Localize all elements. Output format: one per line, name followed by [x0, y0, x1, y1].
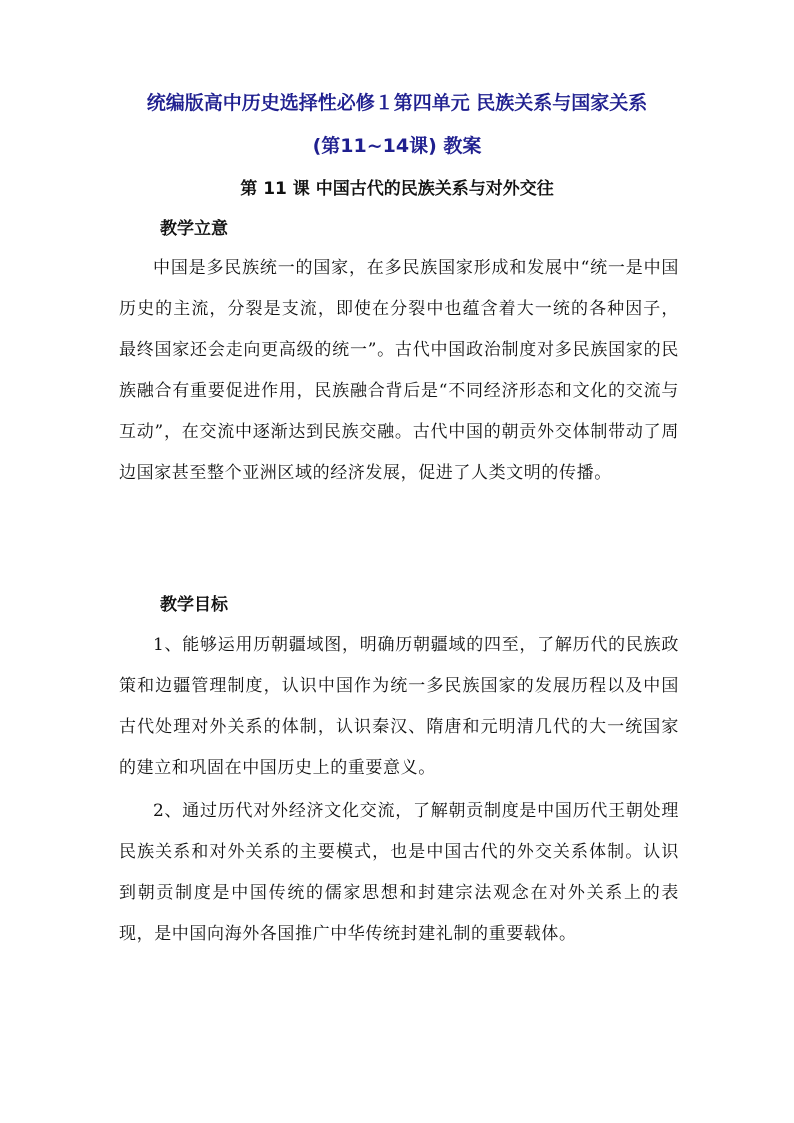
lesson-title: 第 11 课 中国古代的民族关系与对外交往: [240, 179, 554, 199]
paragraph-objective-2: 2、通过历代对外经济文化交流，了解朝贡制度是中国历代王朝处理民族关系和对外关系的主要模式，也是中国古代的外交关系体制。认识到朝贡制度是中国传统的儒家思想和封建宗法观念在对外关系上的表现，是中国向海外各国推广中华传统封建礼制的重要载体。: [119, 801, 679, 944]
document-title-line-1: 统编版高中历史选择性必修１第四单元 民族关系与国家关系: [146, 92, 648, 114]
document-title-line-2: (第11~14课) 教案: [312, 135, 482, 157]
paragraph-objective-1: 1、能够运用历朝疆域图，明确历朝疆域的四至，了解历代的民族政策和边疆管理制度，认识中国作为统一多民族国家的发展历程以及中国古代处理对外关系的体制，认识秦汉、隋唐和元明清几代的大一统国家的建立和巩固在中国历史上的重要意义。: [119, 635, 679, 778]
section-heading-teaching-intent: 教学立意: [160, 219, 228, 239]
section-heading-teaching-objectives: 教学目标: [160, 595, 228, 615]
paragraph-teaching-intent: 中国是多民族统一的国家，在多民族国家形成和发展中“统一是中国历史的主流，分裂是支流，即使在分裂中也蕴含着大一统的各种因子，最终国家还会走向更高级的统一”。古代中国政治制度对多民族国家的民族融合有重要促进作用，民族融合背后是“不同经济形态和文化的交流与互动”，在交流中逐渐达到民族交融。古代中国的朝贡外交体制带动了周边国家甚至整个亚洲区域的经济发展，促进了人类文明的传播。: [119, 258, 679, 483]
